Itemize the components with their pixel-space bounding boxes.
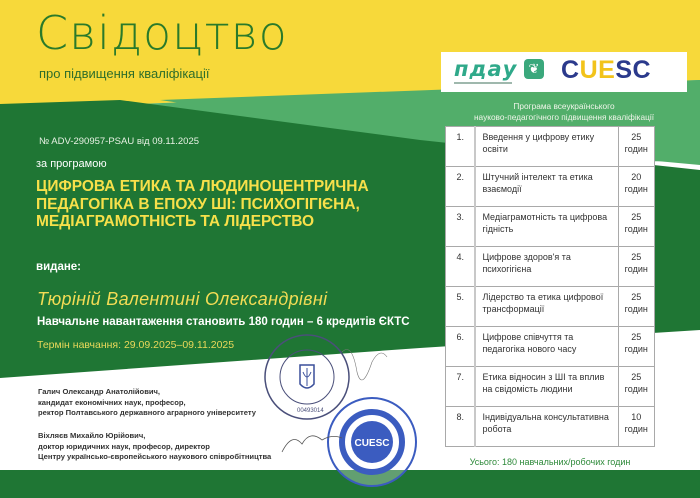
- pdau-logo: пдау: [454, 57, 517, 81]
- signatory-position: Центру українсько-європейського наукового співробітництва: [38, 452, 272, 461]
- program-caption: Програма всеукраїнського науково-педагогічного підвищення кваліфікації: [473, 101, 655, 122]
- table-row: 7. Етика відносин з ШІ та вплив на свідомість людини 25 годин: [446, 367, 655, 407]
- table-row: 2. Штучний інтелект та етика взаємодії 20 годин: [446, 167, 655, 207]
- study-term: Термін навчання: 29.09.2025–09.11.2025: [37, 339, 235, 351]
- signatory-director: [38, 431, 271, 463]
- certificate-subtitle: про підвищення кваліфікації: [39, 66, 210, 81]
- signatory-degree: кандидат економічних наук, професор,: [38, 397, 186, 407]
- certificate-number: № ADV-290957-PSAU від 09.11.2025: [39, 136, 200, 147]
- program-intro: за програмою: [36, 158, 107, 170]
- table-row: 4. Цифрове здоров'я та психогігієна 25 годин: [446, 247, 655, 287]
- table-row: 1. Введення у цифрову етику освіти 25 годин: [446, 127, 655, 167]
- cuesc-logo: CUESC: [561, 56, 652, 84]
- table-row: 5. Лідерство та етика цифрової трансформації 25 годин: [446, 287, 655, 327]
- total-hours: Усього: 180 навчальних/робочих годин: [469, 457, 631, 467]
- signatory-name: Віхляєв Михайло Юрійович,: [38, 431, 146, 440]
- program-title: ЦИФРОВА ЕТИКА ТА ЛЮДИНОЦЕНТРИЧНА ПЕДАГОГІКА В ЕПОХУ ШІ: ПСИХОГІГІЄНА, МЕДІАГРАМОТНІСТЬ ТА ЛІДЕРСТВО: [36, 178, 369, 230]
- signatory-rector: [38, 387, 256, 419]
- svg-text:CUESC: CUESC: [354, 438, 390, 449]
- certificate-title: Свідоцтво: [36, 6, 288, 60]
- table-row: 8. Індивідуальна консультативна робота 10 годин: [446, 407, 655, 447]
- signatory-degree: доктор юридичних наук, професор, директор: [38, 441, 210, 451]
- official-stamps: [262, 332, 432, 492]
- table-row: 6. Цифрове співчуття та педагогіка нового часу 25 годин: [446, 327, 655, 367]
- recipient-name: Тюріній Валентині Олександрівні: [37, 289, 328, 309]
- pdau-stamp-icon: [265, 335, 349, 419]
- svg-text:00493014: 00493014: [297, 408, 324, 414]
- modules-table: [445, 126, 655, 447]
- table-row: 3. Медіаграмотність та цифрова гідність 25 годин: [446, 207, 655, 247]
- cuesc-stamp-icon: [328, 398, 416, 486]
- workload-text: Навчальне навантаження становить 180 годин – 6 кредитів ЄКТС: [37, 316, 410, 328]
- issued-to-label: видане:: [36, 261, 82, 273]
- partner-logos: [441, 52, 687, 92]
- signatory-name: Галич Олександр Анатолійович,: [38, 387, 161, 396]
- signatory-position: ректор Полтавського державного аграрного університету: [38, 408, 256, 417]
- leaf-icon: ❦: [524, 59, 544, 79]
